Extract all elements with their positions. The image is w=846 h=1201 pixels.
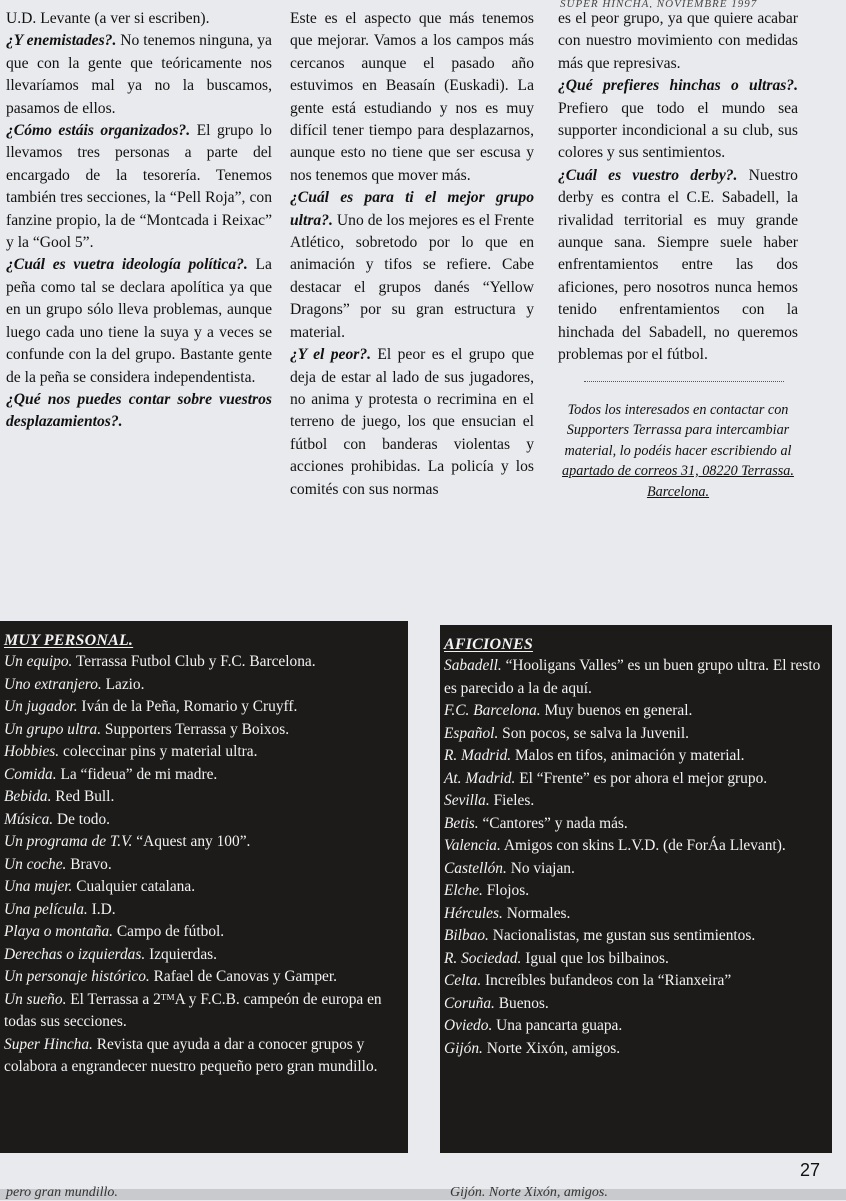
paragraph (290, 187, 534, 344)
item-value: Terrassa Futbol Club y F.C. Barcelona. (72, 653, 316, 670)
item-label: Super Hincha. (4, 1035, 93, 1053)
list-item (444, 1038, 824, 1061)
muy-personal-box (0, 621, 408, 1153)
aficiones-list (444, 655, 824, 1060)
item-label: Sevilla. (444, 792, 490, 809)
item-label: Coruña. (444, 994, 495, 1012)
running-head: SUPER HINCHA, NOVIEMBRE 1997 (560, 0, 758, 8)
item-value: Son pocos, se salva la Juvenil. (498, 724, 689, 742)
list-item (4, 899, 400, 922)
list-item (4, 719, 400, 742)
list-item (4, 674, 400, 697)
item-value: Muy buenos en general. (540, 702, 693, 719)
item-value: “Hooligans Valles” es un buen grupo ultra. El resto es parecido a la de aquí. (444, 657, 821, 697)
list-item (4, 764, 400, 787)
item-label: Una mujer. (4, 878, 73, 895)
list-item (4, 831, 400, 854)
item-value: Buenos. (494, 994, 549, 1012)
list-item (444, 970, 824, 993)
item-value: “Cantores” y nada más. (478, 814, 628, 832)
item-value: Malos en tifos, animación y material. (511, 747, 745, 764)
answer: Prefiero que todo el mundo sea supporter incondicional a su club, sus colores y sus sentimientos. (558, 99, 798, 162)
paragraph (558, 165, 798, 367)
item-label: F.C. Barcelona. (444, 702, 541, 719)
item-value: Amigos con skins L.V.D. (de ForÁa Llevant). (500, 837, 786, 854)
item-value: Rafael de Canovas y Gamper. (149, 968, 337, 985)
item-label: Sabadell. (444, 657, 502, 674)
list-item (4, 651, 400, 674)
item-value: Una pancarta guapa. (492, 1017, 623, 1034)
item-value: “Aquest any 100”. (132, 833, 251, 850)
list-item (4, 696, 400, 719)
article-column-2 (290, 8, 534, 501)
item-label: Un jugador. (4, 698, 78, 715)
item-label: Una película. (4, 900, 88, 918)
item-value: Supporters Terrassa y Boixos. (101, 720, 290, 738)
question: ¿Cuál es vuestro derby?. (558, 166, 738, 184)
item-value: Bravo. (66, 855, 112, 873)
paragraph (6, 120, 272, 254)
item-label: Elche. (444, 882, 483, 899)
list-item (444, 1015, 824, 1038)
item-label: Hobbies. (4, 743, 60, 760)
contact-note-text: Todos los interesados en contactar con Supporters Terrassa para intercambiar material, lo podéis hacer escribiendo al (564, 401, 792, 459)
paragraph (6, 254, 272, 388)
item-value: Campo de fútbol. (113, 923, 225, 940)
paragraph (290, 8, 534, 187)
item-value: Normales. (502, 904, 571, 922)
list-item (4, 921, 400, 944)
item-label: Música. (4, 810, 54, 828)
list-item (444, 880, 824, 903)
list-item (444, 835, 824, 858)
item-label: Castellón. (444, 859, 507, 877)
list-item (444, 790, 824, 813)
list-item (444, 723, 824, 746)
question: ¿Y enemistades?. (6, 32, 117, 50)
item-label: Un programa de T.V. (4, 833, 133, 850)
item-value: Increíbles bufandeos con la “Rianxeira” (481, 972, 732, 989)
list-item (4, 1034, 400, 1079)
list-item (4, 944, 400, 967)
item-label: Playa o montaña. (4, 923, 114, 940)
item-label: At. Madrid. (444, 769, 516, 787)
answer: No tenemos ninguna, ya que con la gente que teóricamente nos llevaríamos mal ya no la buscamos, pasamos de ellos. (6, 32, 272, 117)
list-item (444, 745, 824, 768)
next-page-text-right: Gijón. Norte Xixón, amigos. (450, 1185, 608, 1200)
question: ¿Cuál es para ti el mejor grupo ultra?. (290, 189, 534, 229)
item-value: Red Bull. (51, 788, 115, 805)
list-item (444, 925, 824, 948)
question: ¿Qué nos puedes contar sobre vuestros desplazamientos?. (6, 390, 272, 431)
item-label: Celta. (444, 972, 482, 989)
list-item (4, 786, 400, 809)
item-label: Un coche. (4, 855, 67, 873)
paragraph (558, 75, 798, 165)
list-item (444, 813, 824, 836)
item-label: Comida. (4, 765, 57, 783)
question: ¿Qué prefieres hinchas o ultras?. (558, 77, 798, 95)
paragraph (558, 8, 798, 75)
list-item (444, 768, 824, 791)
question: ¿Cómo estáis organizados?. (6, 122, 191, 140)
list-item (444, 948, 824, 971)
item-label: R. Madrid. (444, 747, 512, 764)
list-item (444, 903, 824, 926)
paragraph (6, 8, 272, 30)
next-page-edge (0, 1185, 846, 1200)
question: ¿Cuál es vuetra ideología política?. (6, 256, 248, 274)
article-column-1 (6, 8, 272, 434)
paragraph (290, 344, 534, 501)
item-label: Derechas o izquierdas. (4, 945, 146, 963)
answer: Nuestro derby es contra el C.E. Sabadell, la rivalidad territorial es muy grande aunque sana. Siempre suele haber enfrentamientos entre las dos aficiones, pero nosotros nunca hemos tenido enfrentamientos con la hinchada del Sabadell, no queremos problemas por el fútbol. (558, 166, 798, 364)
item-label: Bilbao. (444, 927, 489, 944)
item-value: El Terrassa a 2ᵀᴹA y F.C.B. campeón de europa en todas sus secciones. (4, 990, 382, 1030)
item-value: La “fideua” de mi madre. (56, 765, 218, 783)
personal-list (4, 651, 400, 1079)
item-label: Uno extranjero. (4, 675, 102, 693)
item-value: El “Frente” es por ahora el mejor grupo. (515, 769, 768, 787)
box-title: AFICIONES (444, 636, 533, 653)
body-text: Este es el aspecto que más tenemos que mejorar. Vamos a los campos más cercanos aunque el pasado año estuvimos en Beasaín (Euskadi). La gente está estudiando y nos es muy difícil tener tiempo para desplazarnos, aunque esto no tiene que ser escusa y nos tenemos que mover más. (290, 10, 534, 184)
list-item (4, 809, 400, 832)
item-value: Cualquier catalana. (72, 878, 196, 895)
page-number: 27 (799, 1160, 820, 1180)
item-value: coleccinar pins y material ultra. (59, 743, 258, 760)
list-item (4, 854, 400, 877)
article-column-3 (558, 8, 798, 502)
list-item (4, 876, 400, 899)
item-value: Nacionalistas, me gustan sus sentimientos. (488, 927, 756, 944)
list-item (444, 655, 824, 700)
contact-address: apartado de correos 31, 08220 Terrassa. Barcelona. (562, 463, 794, 500)
item-value: I.D. (87, 900, 116, 918)
paragraph (6, 389, 272, 434)
paragraph (6, 30, 272, 120)
item-value: Igual que los bilbainos. (521, 949, 669, 967)
list-item (4, 741, 400, 764)
answer: El grupo lo llevamos tres personas a parte del encargado de la tesorería. Tenemos también tres secciones, la “Pell Roja”, con fanzine propio, la de “Montcada i Reixac” y la “Gool 5”. (6, 122, 272, 252)
item-label: Betis. (444, 814, 479, 832)
item-value: Lazio. (101, 675, 145, 693)
body-text: U.D. Levante (a ver si escriben). (6, 10, 210, 27)
list-item (444, 858, 824, 881)
item-value: Revista que ayuda a dar a conocer grupos y colabora a engrandecer nuestro pequeño pero gran mundillo. (4, 1035, 378, 1075)
answer: Uno de los mejores es el Frente Atlético, sobretodo por lo que en animación y tifos se refiere. Cabe destacar el grupos danés “Yellow Dragons” por su gran estructura y material. (290, 211, 534, 341)
item-label: Gijón. (444, 1039, 483, 1057)
answer: La peña como tal se declara apolítica ya que en un grupo sólo lleva problemas, aunque luego cada uno tiene la suya y a veces se confunde con la del grupo. Bastante gente de la peña se considera independentista. (6, 256, 272, 386)
item-label: Un equipo. (4, 653, 73, 670)
list-item (4, 966, 400, 989)
item-label: Un sueño. (4, 990, 67, 1008)
list-item (444, 993, 824, 1016)
item-value: Flojos. (482, 882, 530, 899)
item-value: Iván de la Peña, Romario y Cruyff. (77, 698, 298, 715)
item-label: Un grupo ultra. (4, 720, 102, 738)
question: ¿Y el peor?. (290, 346, 372, 364)
item-label: Español. (444, 724, 499, 742)
item-label: Valencia. (444, 837, 501, 854)
list-item (444, 700, 824, 723)
item-value: De todo. (53, 810, 111, 828)
answer: El peor es el grupo que deja de estar al lado de sus jugadores, no anima y protesta o recrimina en el terreno de juego, los que ensucian el fútbol con banderas violentas y acciones prohibidas. La policía y los comités con sus normas (290, 346, 534, 498)
box-title: MUY PERSONAL. (4, 632, 134, 649)
item-label: Oviedo. (444, 1017, 493, 1034)
contact-note (558, 400, 798, 503)
aficiones-box (440, 625, 832, 1153)
item-label: Bebida. (4, 788, 52, 805)
next-page-text-left: pero gran mundillo. (6, 1185, 118, 1200)
item-value: Izquierdas. (145, 945, 218, 963)
body-text: es el peor grupo, ya que quiere acabar con nuestro movimiento con medidas más que represivas. (558, 10, 798, 72)
item-value: No viajan. (506, 859, 575, 877)
dotted-divider (584, 377, 784, 382)
item-label: Un personaje histórico. (4, 968, 150, 985)
list-item (4, 989, 400, 1034)
item-value: Fieles. (489, 792, 535, 809)
item-label: Hércules. (444, 904, 503, 922)
item-label: R. Sociedad. (444, 949, 522, 967)
item-value: Norte Xixón, amigos. (482, 1039, 621, 1057)
